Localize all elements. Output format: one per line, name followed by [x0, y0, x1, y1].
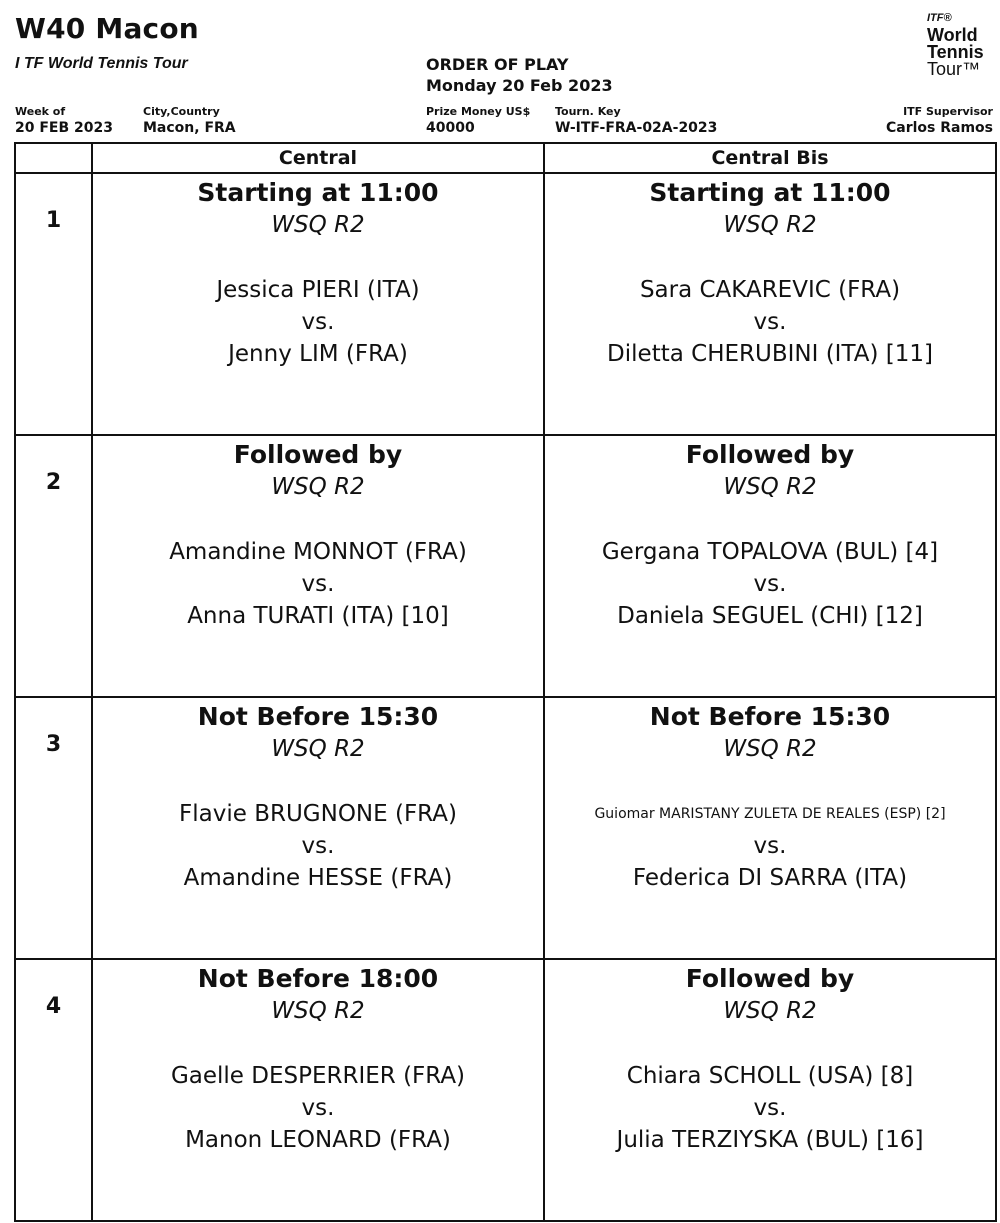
corner-cell — [15, 143, 92, 173]
player-two: Daniela SEGUEL (CHI) [12] — [617, 603, 923, 629]
player-two: Manon LEONARD (FRA) — [185, 1127, 451, 1153]
table-row — [15, 959, 996, 1221]
city-value: Macon, FRA — [143, 120, 236, 136]
logo-word-tour: Tour™ — [927, 59, 981, 79]
match-cell — [92, 435, 544, 697]
tournament-key-value: W-ITF-FRA-02A-2023 — [555, 120, 718, 136]
player-one: Sara CAKAREVIC (FRA) — [639, 277, 901, 303]
tour-subtitle: I TF World Tennis Tour — [15, 55, 188, 72]
table-row — [15, 435, 996, 697]
player-one: Gergana TOPALOVA (BUL) [4] — [601, 539, 939, 565]
player-two: Federica DI SARRA (ITA) — [632, 865, 908, 891]
supervisor-label: ITF Supervisor — [903, 105, 993, 118]
table-row — [15, 697, 996, 959]
versus-label: vs. — [301, 1095, 335, 1121]
itf-world-tennis-tour-logo — [927, 10, 997, 78]
match-round: WSQ R2 — [723, 736, 817, 762]
order-of-play-date: Monday 20 Feb 2023 — [426, 76, 613, 95]
row-number: 4 — [15, 959, 92, 1221]
week-label: Week of — [15, 105, 66, 118]
match-round: WSQ R2 — [723, 474, 817, 500]
match-cell — [544, 435, 996, 697]
match-round: WSQ R2 — [723, 212, 817, 238]
match-round: WSQ R2 — [271, 998, 365, 1024]
match-cell — [544, 959, 996, 1221]
player-two: Amandine HESSE (FRA) — [183, 865, 453, 891]
player-one: Flavie BRUGNONE (FRA) — [179, 801, 457, 827]
match-start-time: Followed by — [685, 964, 855, 993]
match-round: WSQ R2 — [271, 212, 365, 238]
versus-label: vs. — [753, 1095, 787, 1121]
player-two: Anna TURATI (ITA) [10] — [187, 603, 449, 629]
player-one: Chiara SCHOLL (USA) [8] — [626, 1063, 914, 1089]
match-round: WSQ R2 — [271, 736, 365, 762]
match-cell — [92, 173, 544, 435]
match-cell — [92, 959, 544, 1221]
player-one: Amandine MONNOT (FRA) — [169, 539, 467, 565]
versus-label: vs. — [301, 833, 335, 859]
row-number: 2 — [15, 435, 92, 697]
versus-label: vs. — [301, 309, 335, 335]
player-one: Gaelle DESPERRIER (FRA) — [170, 1063, 466, 1089]
match-cell — [544, 173, 996, 435]
prize-money-value: 40000 — [426, 120, 475, 136]
tournament-key-label: Tourn. Key — [555, 105, 621, 118]
match-start-time: Not Before 18:00 — [197, 964, 439, 993]
city-label: City,Country — [143, 105, 220, 118]
versus-label: vs. — [753, 571, 787, 597]
versus-label: vs. — [753, 309, 787, 335]
match-start-time: Not Before 15:30 — [197, 702, 439, 731]
order-of-play-table — [14, 142, 997, 1222]
order-of-play-heading — [426, 54, 613, 96]
match-start-time: Not Before 15:30 — [649, 702, 891, 731]
prize-money-label: Prize Money US$ — [426, 105, 531, 118]
logo-word-world: World — [927, 25, 978, 45]
court-header-central: Central — [92, 143, 544, 173]
week-value: 20 FEB 2023 — [15, 120, 113, 136]
row-number: 1 — [15, 173, 92, 435]
match-cell — [92, 697, 544, 959]
match-round: WSQ R2 — [271, 474, 365, 500]
match-round: WSQ R2 — [723, 998, 817, 1024]
tournament-title: W40 Macon — [15, 12, 199, 45]
match-start-time: Starting at 11:00 — [649, 178, 891, 207]
player-one: Jessica PIERI (ITA) — [216, 277, 420, 303]
court-header-central-bis: Central Bis — [544, 143, 996, 173]
player-two: Diletta CHERUBINI (ITA) [11] — [607, 341, 933, 367]
court-header-row — [15, 143, 996, 173]
match-start-time: Followed by — [233, 440, 403, 469]
logo-itf: ITF® — [927, 12, 952, 24]
match-cell — [544, 697, 996, 959]
order-of-play-label: ORDER OF PLAY — [426, 55, 569, 74]
logo-word-tennis: Tennis — [927, 42, 984, 62]
player-one: Guiomar MARISTANY ZULETA DE REALES (ESP) [2] — [594, 806, 946, 822]
table-row — [15, 173, 996, 435]
versus-label: vs. — [753, 833, 787, 859]
row-number: 3 — [15, 697, 92, 959]
player-two: Jenny LIM (FRA) — [228, 341, 408, 367]
versus-label: vs. — [301, 571, 335, 597]
supervisor-value: Carlos Ramos — [885, 120, 993, 136]
player-two: Julia TERZIYSKA (BUL) [16] — [616, 1127, 924, 1153]
match-start-time: Starting at 11:00 — [197, 178, 439, 207]
match-start-time: Followed by — [685, 440, 855, 469]
